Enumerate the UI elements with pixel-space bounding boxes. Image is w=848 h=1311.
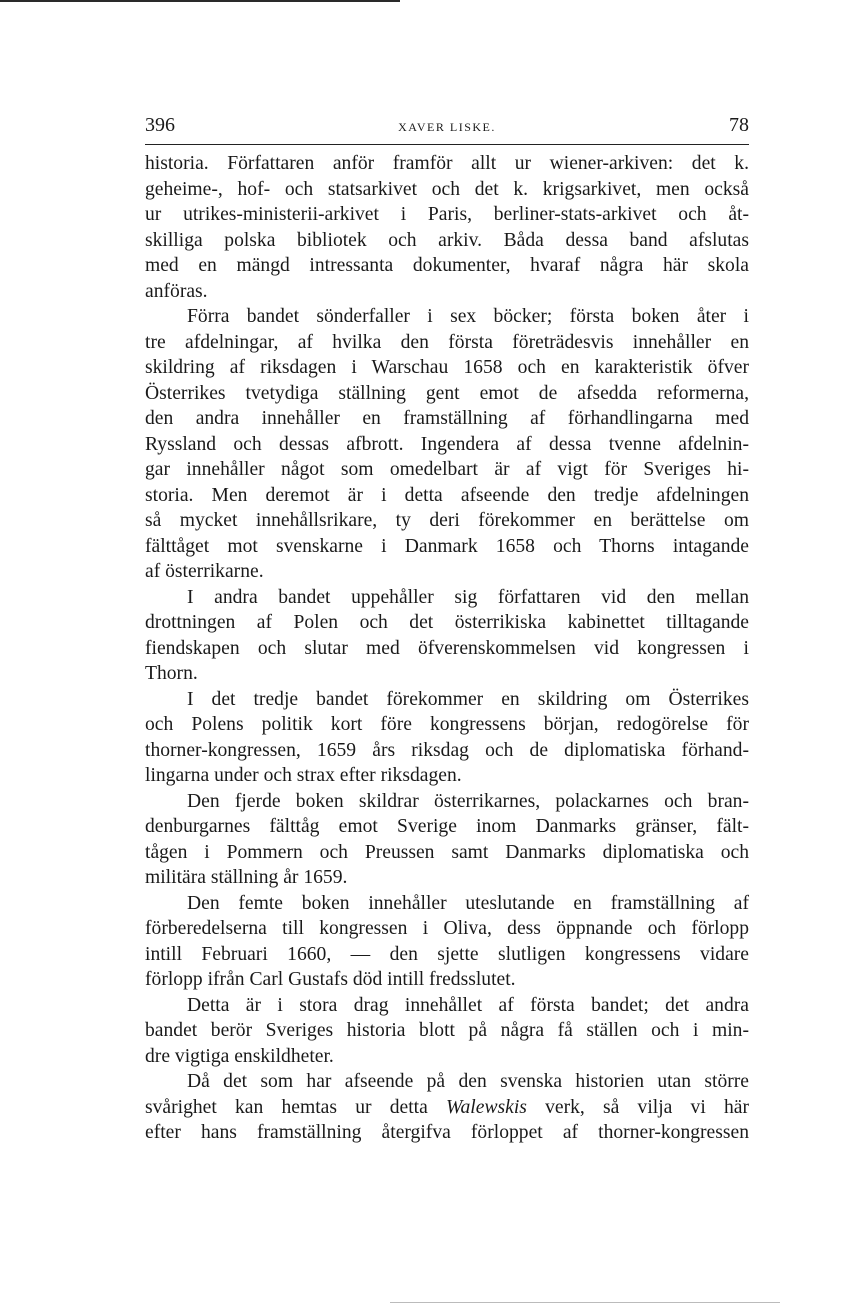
text-line: fiendskapen och slutar med öfverenskommelsen vid kongressen i [145,637,749,659]
paragraph [145,891,749,993]
text-line: bandet berör Sveriges historia blott på några få ställen och i min- [145,1020,749,1041]
text-line: skildring af riksdagen i Warschau 1658 och en karakteristik öfver [145,357,749,378]
text-line: dre vigtiga enskildheter. [145,1045,334,1067]
volume-number: 78 [729,114,749,136]
text-line: skilliga polska bibliotek och arkiv. Båda dessa band afslutas [145,229,749,251]
paragraph [145,1069,749,1146]
body-text [145,151,749,1146]
text-segment: svårighet kan hemtas ur detta [145,1096,428,1118]
bottom-edge-rule [390,1302,780,1303]
text-line: Den fjerde boken skildrar österrikarnes, polackarnes och bran- [187,790,749,812]
text-line: Den femte boken innehåller uteslutande en framställning af [187,892,749,914]
text-line: historia. Författaren anför framför allt ur wiener-arkiven: det k. [145,153,749,174]
text-line: Thorn. [145,663,198,684]
text-line: Österrikes tvetydiga ställning gent emot de afsedda reformerna, [145,382,749,404]
text-line: tågen i Pommern och Preussen samt Danmarks diplomatiska och [145,841,749,863]
page [145,114,749,1146]
top-edge-rule [0,0,400,2]
running-title: XAVER LISKE. [398,120,496,134]
text-line: thorner-kongressen, 1659 års riksdag och de diplomatiska förhand- [145,739,749,761]
text-line: Ryssland och dessas afbrott. Ingendera af dessa tvenne afdelnin- [145,433,749,455]
text-line: ur utrikes-ministerii-arkivet i Paris, berliner-stats-arkivet och åt- [145,204,749,225]
text-line: tre afdelningar, af hvilka den första företrädesvis innehåller en [145,331,749,353]
text-line: så mycket innehållsrikare, ty deri förekommer en berättelse om [145,510,749,531]
text-line: I andra bandet uppehåller sig författaren vid den mellan [187,586,749,608]
paragraph [145,993,749,1070]
text-line: lingarna under och strax efter riksdagen. [145,765,462,786]
text-line: drottningen af Polen och det österrikiska kabinettet tilltagande [145,612,749,633]
running-head [145,114,749,145]
text-line [145,1095,749,1121]
paragraph [145,585,749,687]
text-line: gar innehåller något som omedelbart är af vigt för Sveriges hi- [145,459,749,480]
text-line: storia. Men deremot är i detta afseende den tredje afdelningen [145,484,749,506]
text-line: med en mängd intressanta dokumenter, hvaraf några här skola [145,255,749,276]
text-line: förlopp ifrån Carl Gustafs död intill fredsslutet. [145,969,516,990]
paragraph [145,789,749,891]
text-line: militära ställning år 1659. [145,867,348,888]
text-line: intill Februari 1660, — den sjette slutligen kongressens vidare [145,943,749,965]
paragraph [145,151,749,304]
text-line: Förra bandet sönderfaller i sex böcker; första boken åter i [187,306,749,327]
paragraph [145,304,749,585]
text-line: Då det som har afseende på den svenska historien utan större [187,1071,749,1092]
text-line: och Polens politik kort före kongressens början, redogörelse för [145,714,749,735]
italic-author-name: Walewskis [445,1096,527,1118]
text-line: I det tredje bandet förekommer en skildring om Österrikes [187,688,749,710]
text-line: anföras. [145,280,208,302]
text-line: efter hans framställning återgifva förloppet af thorner-kongressen [145,1122,749,1143]
text-line: af österrikarne. [145,561,264,582]
text-line: geheime-, hof- och statsarkivet och det k. krigsarkivet, men också [145,178,749,200]
text-line: den andra innehåller en framställning af förhandlingarna med [145,408,749,429]
text-line: Detta är i stora drag innehållet af första bandet; det andra [187,994,749,1016]
text-line: denburgarnes fälttåg emot Sverige inom Danmarks gränser, fält- [145,816,749,837]
text-line: förberedelserna till kongressen i Oliva, dess öppnande och förlopp [145,918,749,939]
text-line: fälttåget mot svenskarne i Danmark 1658 och Thorns intagande [145,535,749,557]
paragraph [145,687,749,789]
page-number: 396 [145,114,175,136]
text-segment: verk, så vilja vi här [545,1096,749,1118]
